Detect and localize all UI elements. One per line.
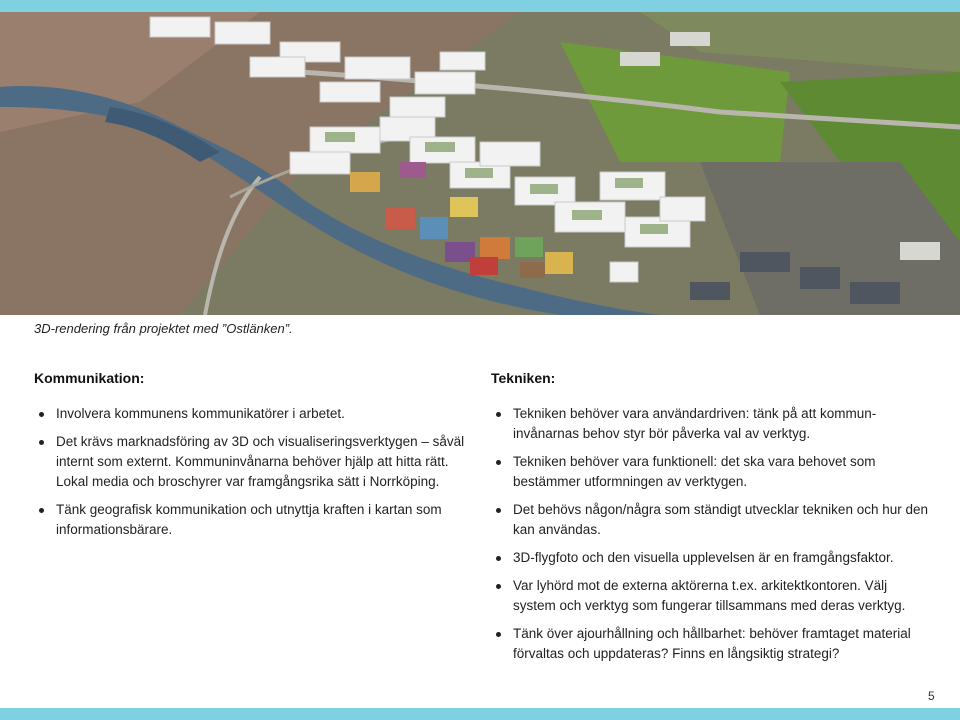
list-item: Var lyhörd mot de externa aktörerna t.ex. arkitektkontoren. Välj system och verktyg som fungerar tillsammans med deras verktyg. (491, 576, 931, 616)
bullet-icon (39, 508, 44, 513)
aerial-city-rendering-image (0, 12, 960, 315)
bullet-icon (496, 556, 501, 561)
list-item: 3D-flygfoto och den visuella upplevelsen är en framgångsfaktor. (491, 548, 931, 568)
technology-list (491, 404, 931, 664)
list-item: Tänk geografisk kommunikation och utnyttja kraften i kartan som informationsbärare. (34, 500, 474, 540)
bullet-icon (39, 440, 44, 445)
list-item: Tekniken behöver vara funktionell: det ska vara behovet som bestämmer utformningen av verktygen. (491, 452, 931, 492)
bullet-icon (496, 584, 501, 589)
bullet-icon (496, 460, 501, 465)
image-caption: 3D-rendering från projektet med ”Ostlänken”. (34, 321, 293, 336)
list-item: Det krävs marknadsföring av 3D och visualiseringsverktygen – såväl internt som externt. Kommuninvånarna behöver hjälp att hitta rätt. Lokal media och broschyrer var framgångsrika sätt i Norrköping. (34, 432, 474, 492)
top-accent-bar (0, 0, 960, 12)
technology-section (491, 370, 931, 672)
bottom-accent-bar (0, 708, 960, 720)
bullet-icon (496, 508, 501, 513)
page-number: 5 (928, 689, 935, 703)
list-item: Tänk över ajourhållning och hållbarhet: behöver framtaget material förvaltas och uppdateras? Finns en långsiktig strategi? (491, 624, 931, 664)
city-rendering-graphic (0, 12, 960, 315)
technology-heading: Tekniken: (491, 370, 556, 386)
communication-list (34, 404, 474, 540)
list-item: Det behövs någon/några som ständigt utvecklar tekniken och hur den kan användas. (491, 500, 931, 540)
bullet-icon (496, 632, 501, 637)
bullet-icon (39, 412, 44, 417)
communication-section (34, 370, 474, 548)
communication-heading: Kommunikation: (34, 370, 145, 386)
bullet-icon (496, 412, 501, 417)
list-item: Involvera kommunens kommunikatörer i arbetet. (34, 404, 474, 424)
list-item: Tekniken behöver vara användardriven: tänk på att kommun-invånarnas behov styr bör påverka val av verktyg. (491, 404, 931, 444)
